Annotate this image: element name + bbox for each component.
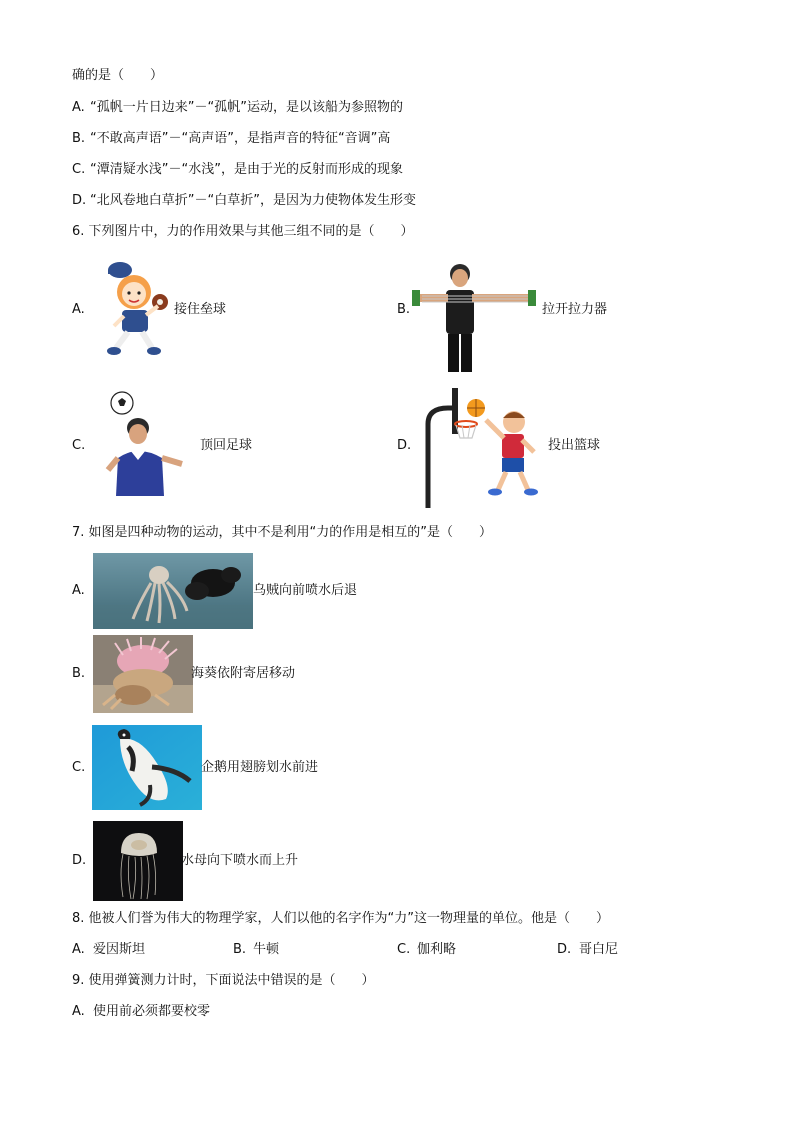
q6-option-d-caption: 投出篮球: [548, 438, 601, 453]
q8-option-a-text: 爱因斯坦: [93, 942, 146, 957]
q9-stem: 9. 使用弹簧测力计时，下面说法中错误的是（ ）: [72, 973, 375, 988]
q5-stem-tail: 确的是（ ）: [72, 68, 164, 83]
q7-option-a-letter: A.: [72, 583, 85, 598]
octopus-ink-icon: [93, 553, 253, 629]
q5-option-a-text: “孤帆一片日边来”－“孤帆”运动，是以该船为参照物的: [90, 100, 403, 115]
q6-option-a-caption: 接住垒球: [174, 302, 227, 317]
q6-stem: 6. 下列图片中，力的作用效果与其他三组不同的是（ ）: [72, 224, 414, 239]
q5-option-d-text: “北风卷地白草折”－“白草折”，是因为力使物体发生形变: [90, 193, 416, 208]
q8-option-b-letter: B.: [233, 942, 247, 957]
q5-option-c-text: “潭清疑水浅”－“水浅”，是由于光的反射而形成的现象: [90, 162, 403, 177]
q7-option-d-letter: D.: [72, 853, 87, 868]
q5-option-b-text: “不敢高声语”－“高声语”，是指声音的特征“音调”高: [90, 131, 391, 146]
q6-option-c-caption: 顶回足球: [200, 438, 253, 453]
jellyfish-icon: [93, 821, 183, 901]
q7-option-b-letter: B.: [72, 666, 86, 681]
penguin-swimming-icon: [92, 725, 202, 810]
q8-option-c-letter: C.: [397, 942, 411, 957]
q7-option-a-caption: 乌贼向前喷水后退: [253, 583, 358, 598]
man-chest-expander-icon: [410, 262, 542, 372]
q9-option-a-letter: A.: [72, 1004, 85, 1019]
boy-shooting-basketball-icon: [418, 384, 546, 508]
sea-anemone-hermit-crab-icon: [93, 635, 193, 713]
q7-option-c-caption: 企鹅用翅膀划水前进: [201, 760, 319, 775]
q8-option-a-letter: A.: [72, 942, 85, 957]
q8-option-b-text: 牛顿: [253, 942, 280, 957]
q5-option-c-letter: C.: [72, 162, 86, 177]
q6-option-c-letter: C.: [72, 438, 86, 453]
q5-option-d-letter: D.: [72, 193, 87, 208]
q6-option-b-caption: 拉开拉力器: [542, 302, 608, 317]
girl-catching-ball-icon: [104, 260, 176, 358]
q9-option-a-text: 使用前必须都要校零: [93, 1004, 211, 1019]
man-heading-ball-icon: [104, 388, 196, 498]
q5-option-a-letter: A.: [72, 100, 85, 115]
q7-stem: 7. 如图是四种动物的运动，其中不是利用“力的作用是相互的”是（ ）: [72, 525, 493, 540]
q7-option-d-caption: 水母向下喷水而上升: [181, 853, 299, 868]
q6-option-d-letter: D.: [397, 438, 412, 453]
q8-option-d-text: 哥白尼: [579, 942, 619, 957]
q8-stem: 8. 他被人们誉为伟大的物理学家，人们以他的名字作为“力”这一物理量的单位。他是（ ）: [72, 911, 610, 926]
q6-option-b-letter: B.: [397, 302, 411, 317]
q5-option-b-letter: B.: [72, 131, 86, 146]
q7-option-c-letter: C.: [72, 760, 86, 775]
q8-option-c-text: 伽利略: [417, 942, 457, 957]
q6-option-a-letter: A.: [72, 302, 85, 317]
q8-option-d-letter: D.: [557, 942, 572, 957]
q7-option-b-caption: 海葵依附寄居移动: [191, 666, 296, 681]
